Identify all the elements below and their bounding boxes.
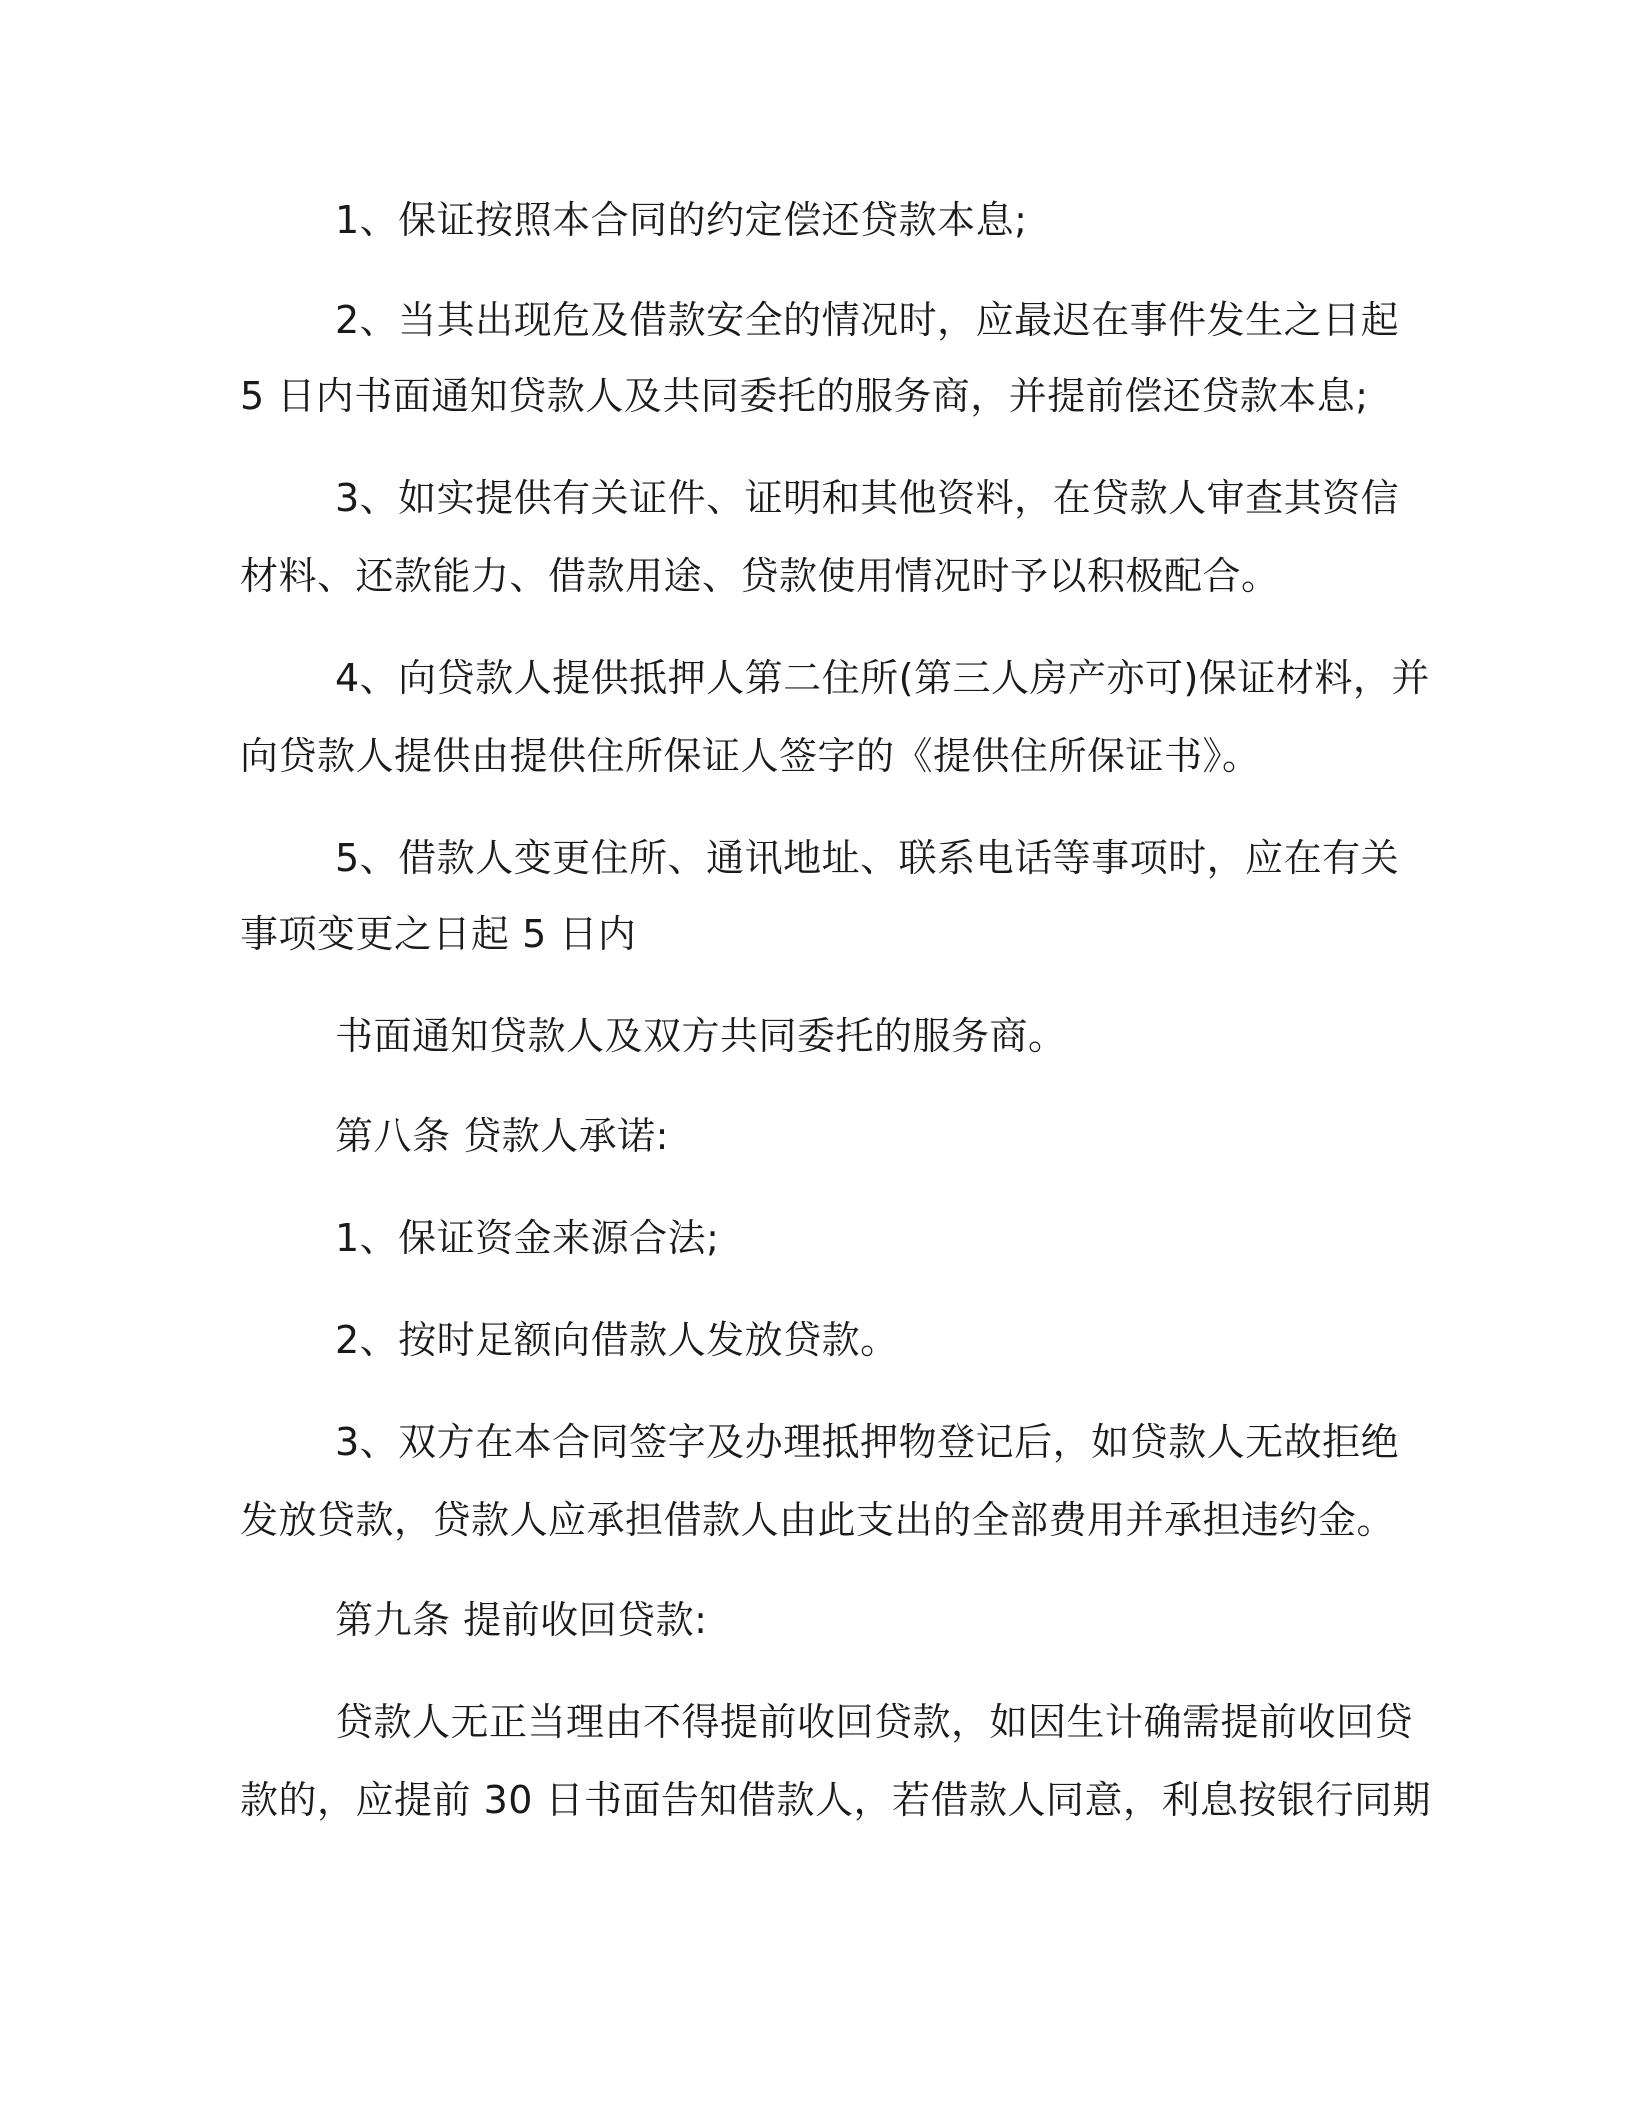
clause-7-item-4-line-1: 4、向贷款人提供抵押人第二住所(第三人房产亦可)保证材料，并 (335, 656, 1430, 700)
article-8-heading: 第八条 贷款人承诺: (335, 1114, 669, 1158)
article-8-item-3-line-1: 3、双方在本合同签字及办理抵押物登记后，如贷款人无故拒绝 (335, 1420, 1400, 1464)
article-8-item-1: 1、保证资金来源合法; (335, 1216, 720, 1260)
clause-7-item-3-line-1: 3、如实提供有关证件、证明和其他资料，在贷款人审查其资信 (335, 476, 1400, 520)
clause-7-item-2-line-1: 2、当其出现危及借款安全的情况时，应最迟在事件发生之日起 (335, 298, 1400, 342)
clause-7-item-1: 1、保证按照本合同的约定偿还贷款本息; (335, 198, 1028, 242)
clause-7-item-3-line-2: 材料、还款能力、借款用途、贷款使用情况时予以积极配合。 (240, 554, 1280, 598)
article-9-paragraph-line-1: 贷款人无正当理由不得提前收回贷款，如因生计确需提前收回贷 (335, 1700, 1414, 1744)
article-8-item-2: 2、按时足额向借款人发放贷款。 (335, 1318, 899, 1362)
clause-7-item-5-line-3: 书面通知贷款人及双方共同委托的服务商。 (335, 1014, 1067, 1058)
clause-7-item-5-line-1: 5、借款人变更住所、通讯地址、联系电话等事项时，应在有关 (335, 836, 1400, 880)
article-8-item-3-line-2: 发放贷款，贷款人应承担借款人由此支出的全部费用并承担违约金。 (240, 1498, 1396, 1542)
article-9-paragraph-line-2: 款的，应提前 30 日书面告知借款人，若借款人同意，利息按银行同期 (240, 1778, 1432, 1822)
clause-7-item-5-line-2: 事项变更之日起 5 日内 (240, 912, 637, 956)
clause-7-item-4-line-2: 向贷款人提供由提供住所保证人签字的《提供住所保证书》。 (240, 734, 1261, 778)
clause-7-item-2-line-2: 5 日内书面通知贷款人及共同委托的服务商，并提前偿还贷款本息; (240, 374, 1369, 418)
article-9-heading: 第九条 提前收回贷款: (335, 1598, 708, 1642)
